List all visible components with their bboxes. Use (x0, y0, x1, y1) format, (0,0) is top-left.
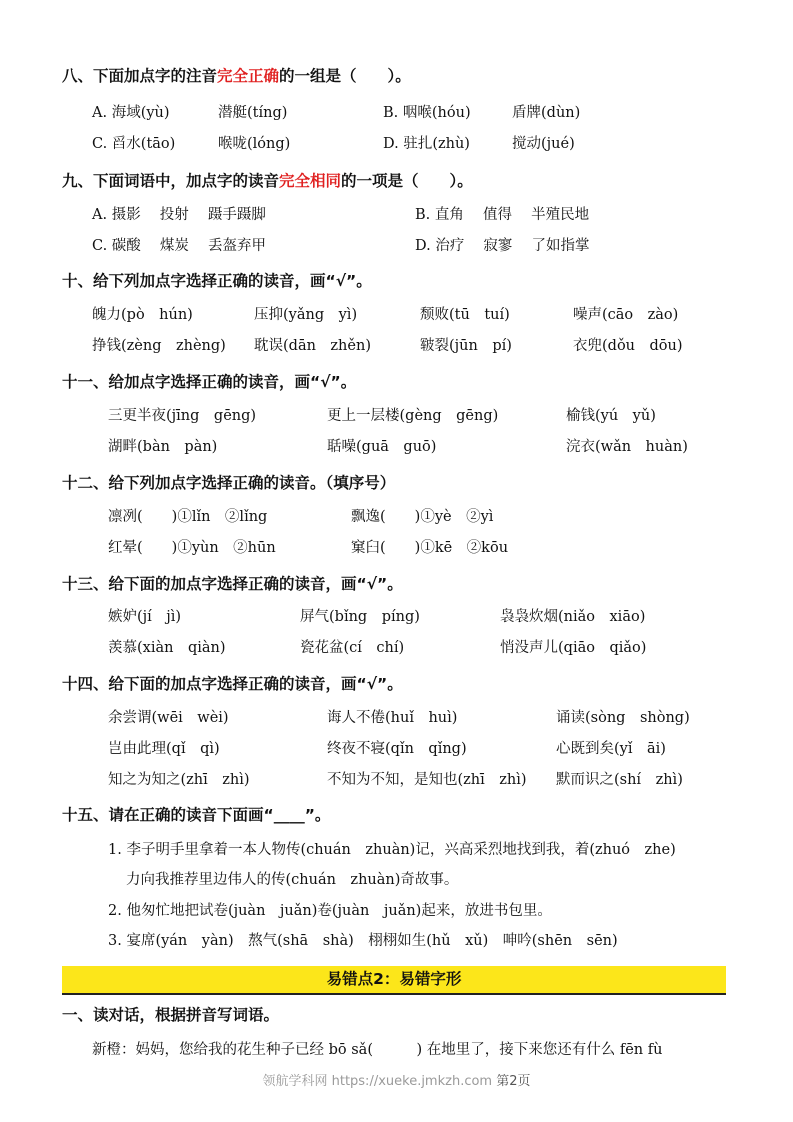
item: 耽误(dān zhěn) (254, 338, 371, 354)
section-banner: 易错点2：易错字形 (62, 966, 726, 995)
sentence-1-cont: 力向我推荐里边伟人的传(chuán zhuàn)奇故事。 (126, 872, 459, 888)
option-c-2: 喉咙(lóng) (218, 136, 291, 152)
dialogue-line: 新橙：妈妈，您给我的花生种子已经 bō sǎ( ) 在地里了，接下来您还有什么 fēn fù (92, 1042, 663, 1058)
item: 岂由此理(qǐ qì) (108, 741, 220, 757)
item: 三更半夜(jīng gēng) (108, 408, 257, 424)
item: 羡慕(xiàn qiàn) (108, 640, 226, 656)
footer-site: 领航学科网 https://xueke.jmkzh.com (262, 1074, 493, 1089)
question-10-title: 十、给下列加点字选择正确的读音，画“√”。 (62, 272, 372, 290)
item: 默而识之(shí zhì) (556, 772, 683, 788)
item: 魄力(pò hún) (92, 307, 193, 323)
item: 皲裂(jūn pí) (420, 338, 512, 354)
option-b-1: B. 咽喉(hóu) (383, 105, 471, 121)
option-a-1: A. 海域(yù) (92, 105, 170, 121)
page-number: 第2页 (496, 1074, 531, 1089)
item: 衣兜(dǒu dōu) (573, 338, 683, 354)
question-9-title: 九、下面词语中，加点字的读音完全相同的一项是（ ）。 (62, 172, 473, 190)
highlight-text: 完全相同 (279, 172, 342, 190)
item: 终夜不寝(qǐn qǐng) (327, 741, 467, 757)
item: 嫉妒(jí jì) (108, 609, 182, 625)
option-b: B. 直角 值得 半殖民地 (415, 207, 590, 223)
item: 浣衣(wǎn huàn) (566, 439, 688, 455)
item: 窠臼( )①kē ②kōu (351, 540, 509, 556)
item: 屏气(bǐng píng) (300, 609, 420, 625)
item: 飘逸( )①yè ②yì (351, 509, 494, 525)
question-15-title: 十五、请在正确的读音下面画“____”。 (62, 806, 331, 824)
item: 湖畔(bàn pàn) (108, 439, 218, 455)
option-b-2: 盾牌(dùn) (512, 105, 581, 121)
item: 瓷花盆(cí chí) (300, 640, 405, 656)
question-14-title: 十四、给下面的加点字选择正确的读音，画“√”。 (62, 675, 403, 693)
item: 诲人不倦(huǐ huì) (327, 710, 458, 726)
item: 悄没声儿(qiāo qiǎo) (500, 640, 647, 656)
item: 余尝谓(wēi wèi) (108, 710, 229, 726)
question-8-title: 八、下面加点字的注音完全正确的一组是（ ）。 (62, 67, 411, 85)
item: 挣钱(zèng zhèng) (92, 338, 226, 354)
sentence-3: 3. 宴席(yán yàn) 熬气(shā shà) 栩栩如生(hǔ xǔ) 呻吟(shēn sēn) (108, 933, 618, 949)
item: 压抑(yǎng yì) (254, 307, 358, 323)
item: 知之为知之(zhī zhì) (108, 772, 250, 788)
option-d-2: 搅动(jué) (512, 136, 575, 152)
item: 红晕( )①yùn ②hūn (108, 540, 276, 556)
item: 诵读(sòng shòng) (556, 710, 690, 726)
item: 心既到矣(yǐ āi) (556, 741, 666, 757)
option-d-1: D. 驻扎(zhù) (383, 136, 470, 152)
item: 凛冽( )①lǐn ②lǐng (108, 509, 268, 525)
sentence-1: 1. 李子明手里拿着一本人物传(chuán zhuàn)记，兴高采烈地找到我，着(zhuó zhe) (108, 842, 676, 858)
item: 榆钱(yú yǔ) (566, 408, 656, 424)
option-a: A. 摄影 投射 蹑手蹑脚 (92, 207, 266, 223)
question-12-title: 十二、给下列加点字选择正确的读音。（填序号） (62, 474, 396, 492)
section-1-title: 一、读对话，根据拼音写词语。 (62, 1006, 280, 1024)
item: 不知为不知，是知也(zhī zhì) (327, 772, 527, 788)
item: 颓败(tū tuí) (420, 307, 510, 323)
option-d: D. 治疗 寂寥 了如指掌 (415, 238, 590, 254)
item: 聒噪(guā guō) (327, 439, 437, 455)
option-c-1: C. 舀水(tāo) (92, 136, 176, 152)
option-c: C. 碳酸 煤炭 丢盔弃甲 (92, 238, 267, 254)
highlight-text: 完全正确 (217, 67, 280, 85)
page-footer (0, 1070, 793, 1089)
option-a-2: 潜艇(tíng) (218, 105, 288, 121)
item: 噪声(cāo zào) (573, 307, 679, 323)
item: 袅袅炊烟(niǎo xiāo) (500, 609, 646, 625)
sentence-2: 2. 他匆忙地把试卷(juàn juǎn)卷(juàn juǎn)起来，放进书包里。 (108, 903, 552, 919)
question-11-title: 十一、给加点字选择正确的读音，画“√”。 (62, 373, 357, 391)
question-13-title: 十三、给下面的加点字选择正确的读音，画“√”。 (62, 575, 403, 593)
item: 更上一层楼(gèng gēng) (327, 408, 499, 424)
